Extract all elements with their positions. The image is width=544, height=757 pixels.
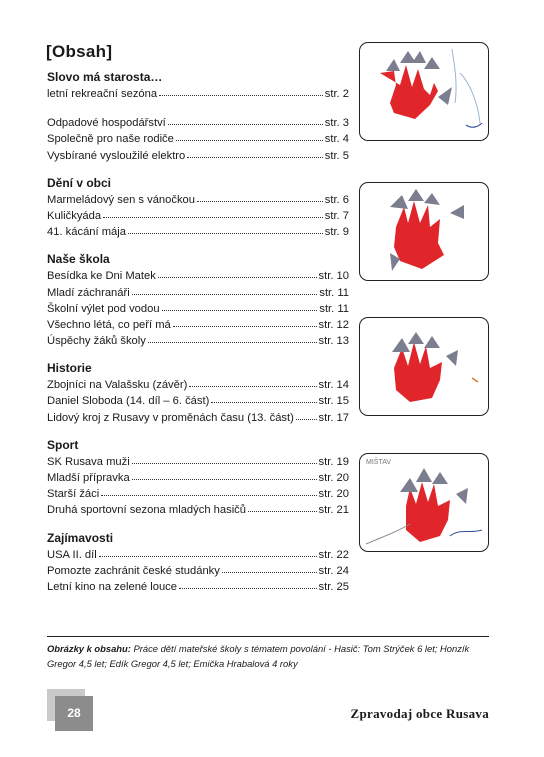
child-drawing-4	[359, 453, 489, 552]
dot-leader	[197, 190, 323, 202]
dot-leader	[158, 266, 317, 278]
toc-entry-title: 41. kácání mája	[47, 226, 126, 239]
toc-entry[interactable]	[47, 453, 349, 469]
toc-entry-page: str. 19	[318, 455, 349, 468]
toc-entry-page: str. 11	[319, 286, 349, 299]
handprint-firefighters-4	[360, 454, 488, 551]
toc-entry-title: Úspěchy žáků školy	[47, 335, 146, 348]
child-drawing-3	[359, 317, 489, 416]
toc-entry-title: Starší žáci	[47, 488, 100, 501]
toc-entry-page: str. 11	[319, 302, 349, 315]
toc-entry-title: letní rekreační sezóna	[47, 88, 158, 100]
toc-entry-page: str. 24	[318, 564, 349, 577]
toc-entry[interactable]	[47, 114, 349, 130]
dot-leader	[148, 331, 317, 343]
toc-entry[interactable]	[47, 85, 349, 101]
toc-entry[interactable]	[47, 392, 349, 408]
toc-entry-title: Školní výlet pod vodou	[47, 302, 160, 315]
publication-title: Zpravodaj obce Rusava	[350, 706, 489, 721]
toc-entry[interactable]	[47, 562, 349, 578]
drawing-scribble: MIŠTAV	[366, 459, 392, 466]
child-drawing-2	[359, 182, 489, 281]
toc-section	[47, 360, 349, 425]
caption-label: Obrázky k obsahu:	[47, 643, 131, 654]
toc-entry-page: str. 15	[318, 395, 349, 408]
toc-entry-page: str. 4	[324, 133, 349, 146]
toc-entry-title: USA II. díl	[47, 548, 97, 561]
dot-leader	[211, 391, 316, 403]
toc-entry[interactable]	[47, 284, 349, 300]
dot-leader	[103, 206, 323, 218]
toc-entry[interactable]	[47, 501, 349, 517]
toc-entry-title: Kuličkyáda	[47, 209, 102, 222]
dot-leader	[222, 561, 317, 573]
toc-entry[interactable]	[47, 332, 349, 348]
page-number: 28	[55, 696, 93, 731]
toc-entry-page: str. 2	[324, 88, 349, 100]
toc-section	[47, 251, 349, 348]
toc-entry-page: str. 22	[318, 548, 349, 561]
toc-entry-title: Odpadové hospodářství	[47, 117, 166, 130]
toc-section	[47, 69, 349, 163]
toc-section-title: Naše škola	[47, 252, 110, 267]
toc-entry[interactable]	[47, 316, 349, 332]
toc-section-title: Slovo má starosta…	[47, 70, 163, 84]
page-heading: [Obsah]	[46, 42, 113, 61]
toc-entry-page: str. 20	[318, 488, 349, 501]
toc-section-title: Zajímavosti	[47, 530, 114, 545]
toc-entry-title: Lidový kroj z Rusavy v proměnách času (13. část)	[47, 411, 294, 424]
child-drawing-1	[359, 42, 489, 141]
toc-entry[interactable]	[47, 147, 349, 163]
toc-entry-page: str. 5	[324, 149, 349, 162]
toc-entry[interactable]	[47, 267, 349, 283]
toc-entry-page: str. 6	[324, 193, 349, 206]
toc-entry-page: str. 21	[318, 504, 349, 517]
dot-leader	[179, 577, 317, 589]
toc-entry[interactable]	[47, 485, 349, 501]
toc-entry[interactable]	[47, 130, 349, 146]
dot-leader	[162, 299, 318, 311]
toc-entry-page: str. 10	[318, 270, 349, 283]
toc-entry[interactable]	[47, 469, 349, 485]
caption-divider	[47, 636, 489, 637]
toc-entry-title: Mladší přípravka	[47, 472, 130, 484]
dot-leader	[176, 129, 323, 141]
toc-entry-page: str. 3	[324, 117, 349, 130]
dot-leader	[296, 408, 317, 420]
toc-entry-title: Společně pro naše rodiče	[47, 133, 174, 146]
toc-entry-page: str. 12	[318, 318, 349, 331]
toc-entry[interactable]	[47, 546, 349, 562]
toc-entry-title: SK Rusava muži	[47, 455, 130, 468]
toc-entry-title: Zbojníci na Valašsku (závěr)	[47, 379, 188, 392]
toc-section-title: Historie	[47, 361, 92, 376]
toc-entry[interactable]	[47, 409, 349, 425]
toc-entry[interactable]	[47, 578, 349, 594]
toc-entry-title: Mladí záchranáři	[47, 286, 130, 299]
dot-leader	[248, 500, 317, 512]
toc-entry-page: str. 17	[318, 411, 349, 424]
handprint-firefighters-3	[360, 318, 488, 415]
image-caption	[47, 641, 493, 671]
dot-leader	[132, 283, 318, 295]
dot-leader	[132, 468, 317, 480]
table-of-contents	[47, 69, 349, 606]
toc-entry-page: str. 7	[324, 209, 349, 222]
toc-entry-page: str. 20	[318, 472, 349, 484]
toc-entry[interactable]	[47, 223, 349, 239]
dot-leader	[132, 452, 317, 464]
dot-leader	[187, 146, 323, 158]
toc-section-title: Sport	[47, 437, 79, 452]
dot-leader	[101, 484, 316, 496]
toc-entry-title: Druhá sportovní sezona mladých hasičů	[47, 504, 246, 517]
caption-text: Práce dětí mateřské školy s tématem povolání - Hasič: Tom Strýček 6 let; Honzík Gregor 4,5 let; Edík Gregor 4,5 let; Emička Hrabalová 4 roky	[47, 643, 470, 669]
toc-entry[interactable]	[47, 300, 349, 316]
dot-leader	[168, 113, 323, 125]
toc-entry[interactable]	[47, 207, 349, 223]
handprint-firefighters-2	[360, 183, 488, 280]
toc-entry-page: str. 25	[318, 580, 349, 593]
toc-section	[47, 530, 349, 595]
toc-entry-title: Vysbírané vysloužilé elektro	[47, 149, 186, 162]
dot-leader	[128, 222, 323, 234]
toc-entry-title: Všechno létá, co peří má	[47, 318, 171, 331]
dot-leader	[159, 84, 323, 96]
toc-entry-title: Besídka ke Dni Matek	[47, 270, 156, 283]
toc-section-title: Dění v obci	[47, 175, 112, 190]
toc-entry[interactable]	[47, 191, 349, 207]
dot-leader	[189, 375, 316, 387]
toc-section	[47, 437, 349, 518]
toc-entry-page: str. 14	[318, 379, 349, 392]
toc-entry[interactable]	[47, 376, 349, 392]
toc-entry-page: str. 13	[318, 335, 349, 348]
handprint-firefighters-1	[360, 43, 488, 140]
toc-entry-title: Marmeládový sen s vánočkou	[47, 193, 195, 206]
dot-leader	[173, 315, 317, 327]
dot-leader	[99, 545, 317, 557]
toc-entry-title: Letní kino na zelené louce	[47, 580, 177, 593]
toc-entry-title: Daniel Sloboda (14. díl – 6. část)	[47, 395, 210, 408]
toc-entry-title: Pomozte zachránit české studánky	[47, 564, 220, 577]
toc-entry-page: str. 9	[324, 226, 349, 239]
toc-section	[47, 175, 349, 240]
